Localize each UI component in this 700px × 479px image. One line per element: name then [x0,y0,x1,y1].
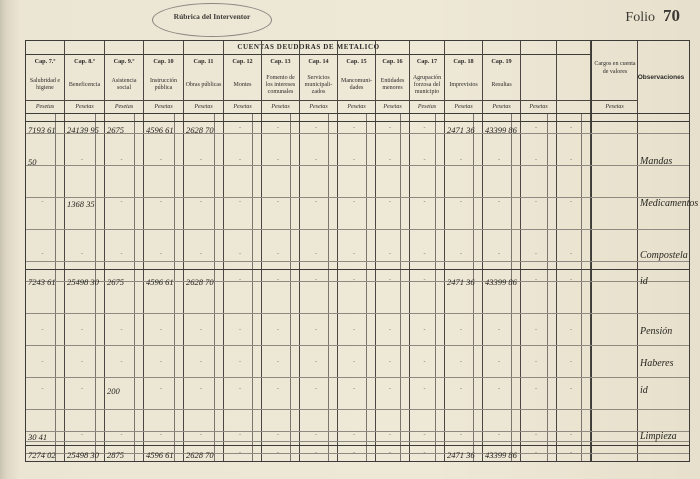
empty-cell-mark: - [498,199,500,205]
empty-cell-mark: - [315,432,317,438]
column-description: Resultas [491,81,512,88]
empty-cell-mark: - [460,327,462,333]
empty-cell-mark: - [353,432,355,438]
ledger-column [376,41,410,461]
ledger-amount: 30 41 [28,432,48,442]
empty-cell-mark: - [535,450,537,456]
ledger-column [105,41,144,461]
row-rule [26,345,689,346]
empty-cell-mark: - [423,277,426,283]
ledger-amount: 1368 35 [67,199,95,209]
row-rule [26,121,689,122]
empty-cell-mark: - [81,327,83,333]
empty-cell-mark: - [389,157,391,163]
empty-cell-mark: - [570,386,572,392]
ledger-column [557,41,591,461]
row-rule [26,197,689,198]
empty-cell-mark: - [160,251,162,257]
empty-cell-mark: - [160,386,162,392]
column-description: Imprevistos [449,81,478,88]
column-description: Asistencia social [111,78,137,91]
row-rule [26,261,689,262]
empty-cell-mark: - [120,157,123,163]
empty-cell-mark: - [423,359,426,365]
empty-cell-mark: - [239,125,241,131]
empty-cell-mark: - [389,251,391,257]
empty-cell-mark: - [239,327,241,333]
empty-cell-mark: - [200,251,202,257]
empty-cell-mark: - [239,199,241,205]
column-description: Beneficencia [68,81,101,88]
empty-cell-mark: - [239,277,241,283]
observaciones-title: Observaciones [637,74,685,81]
ledger-amount: 2628 70 [186,277,214,287]
row-rule [26,133,689,134]
column-description: Entidades menores [380,78,405,91]
empty-cell-mark: - [423,125,426,131]
empty-cell-mark: - [239,432,241,438]
column-cap-label: Cap. 14 [308,58,329,65]
empty-cell-mark: - [535,125,537,131]
empty-cell-mark: - [535,251,537,257]
empty-cell-mark: - [41,327,44,333]
column-cap-label: Cap. 17 [416,58,438,65]
empty-cell-mark: - [239,157,241,163]
empty-cell-mark: - [535,359,537,365]
ledger-column [184,41,224,461]
empty-cell-mark: - [498,251,500,257]
row-rule [26,453,689,454]
ledger-amount: 7193 61 [28,125,56,135]
section-title: CUENTAS DEUDORAS DE METALICO [26,41,591,55]
empty-cell-mark: - [277,125,279,131]
empty-cell-mark: - [389,359,391,365]
empty-cell-mark: - [120,251,123,257]
empty-cell-mark: - [570,432,572,438]
column-cap-label: Cap. 8.º [74,58,95,65]
empty-cell-mark: - [389,199,391,205]
empty-cell-mark: - [460,199,462,205]
empty-cell-mark: - [315,199,317,205]
empty-cell-mark: - [200,359,202,365]
empty-cell-mark: - [389,432,391,438]
empty-cell-mark: - [200,199,202,205]
ledger-column [144,41,184,461]
column-description: Obras públicas [185,81,222,88]
column-cap-label: Cap. 10 [153,58,174,65]
empty-cell-mark: - [353,199,355,205]
empty-cell-mark: - [570,125,572,131]
empty-cell-mark: - [200,432,202,438]
empty-cell-mark: - [570,251,572,257]
column-description: Agrupación forzosa del municipio [412,74,442,95]
empty-cell-mark: - [353,450,355,456]
empty-cell-mark: - [200,157,202,163]
empty-cell-mark: - [160,359,162,365]
ledger-amount: 43399 86 [485,277,517,287]
empty-cell-mark: - [423,432,426,438]
column-description: Instrucción pública [150,78,177,91]
ledger-amount: 2875 [107,450,124,460]
ledger-amount: 2628 70 [186,450,214,460]
ledger-column [410,41,445,461]
folio-number: 70 [663,6,680,25]
empty-cell-mark: - [239,450,241,456]
interventor-seal [152,3,272,37]
empty-cell-mark: - [535,277,537,283]
empty-cell-mark: - [239,359,241,365]
column-description [558,71,589,99]
ledger-column [483,41,521,461]
ledger-amount: 4596 61 [146,450,174,460]
empty-cell-mark: - [535,199,537,205]
column-unit: Pesetas [300,100,337,114]
empty-cell-mark: - [423,251,426,257]
empty-cell-mark: - [460,432,462,438]
row-rule [26,165,689,166]
ledger-amount: 50 [28,157,37,167]
empty-cell-mark: - [389,327,391,333]
ledger-amount: 2471 36 [447,450,475,460]
ledger-amount: 4596 61 [146,277,174,287]
empty-cell-mark: - [353,327,355,333]
empty-cell-mark: - [315,125,317,131]
empty-cell-mark: - [81,157,83,163]
empty-cell-mark: - [353,359,355,365]
empty-cell-mark: - [389,125,391,131]
ledger-amount: 2675 [107,125,124,135]
column-unit: Pesetas [65,100,104,114]
empty-cell-mark: - [277,199,279,205]
column-unit [557,100,590,114]
page-header [0,0,700,40]
column-description: Mancomuni-dades [341,78,372,91]
row-rule [26,113,689,114]
empty-cell-mark: - [423,199,426,205]
empty-cell-mark: - [353,277,355,283]
empty-cell-mark: - [389,386,391,392]
empty-cell-mark: - [41,199,44,205]
empty-cell-mark: - [200,386,202,392]
empty-cell-mark: - [160,327,162,333]
column-unit: Pesetas [262,100,299,114]
empty-cell-mark: - [81,251,83,257]
empty-cell-mark: - [570,327,572,333]
empty-cell-mark: - [200,327,202,333]
empty-cell-mark: - [277,157,279,163]
empty-cell-mark: - [277,277,279,283]
empty-cell-mark: - [498,157,500,163]
observation-note: Compostela [640,250,688,261]
column-cap-label: Cap. 16 [382,58,403,65]
empty-cell-mark: - [389,450,391,456]
column-description: Fomento de los intereses comunales [265,74,296,95]
column-cap-label: Cap. 13 [270,58,291,65]
empty-cell-mark: - [41,251,44,257]
empty-cell-mark: - [81,432,83,438]
ledger-amount: 24139 95 [67,125,99,135]
empty-cell-mark: - [423,327,426,333]
empty-cell-mark: - [353,157,355,163]
column-cap-label: Cap. 19 [491,58,512,65]
ledger-amount: 2471 36 [447,125,475,135]
empty-cell-mark: - [315,157,317,163]
ledger-column [262,41,300,461]
empty-cell-mark: - [570,157,572,163]
column-description: Servicios municipali-zados [304,74,333,95]
cargos-title: Cargos en cuenta de valores [594,61,636,75]
empty-cell-mark: - [277,450,279,456]
empty-cell-mark: - [315,327,317,333]
empty-cell-mark: - [277,386,279,392]
ledger-amount: 200 [107,386,120,396]
empty-cell-mark: - [460,359,462,365]
ledger-table [25,40,699,462]
empty-cell-mark: - [389,277,391,283]
empty-cell-mark: - [353,251,355,257]
ledger-column [521,41,557,461]
column-unit: Pesetas [26,100,64,114]
row-rule [26,281,689,282]
empty-cell-mark: - [353,125,355,131]
empty-cell-mark: - [460,251,462,257]
column-unit: Pesetas [376,100,409,114]
observation-note: id [640,276,648,287]
column-unit: Pesetas [445,100,482,114]
column-cap-label: Cap. 7.º [34,58,56,65]
ledger-column [26,41,65,461]
empty-cell-mark: - [535,157,537,163]
empty-cell-mark: - [570,359,572,365]
empty-cell-mark: - [498,386,500,392]
observation-note: Medicamentos [640,198,699,209]
empty-cell-mark: - [423,386,426,392]
empty-cell-mark: - [239,386,241,392]
ledger-amount: 25498 30 [67,277,99,287]
column-unit: Pesetas [184,100,223,114]
row-rule [26,409,689,410]
column-cap-label: Cap. 11 [193,58,214,65]
column-cap-label: Cap. 12 [232,58,253,65]
empty-cell-mark: - [423,157,426,163]
empty-cell-mark: - [353,386,355,392]
empty-cell-mark: - [535,386,537,392]
folio-label: Folio [625,10,655,25]
empty-cell-mark: - [315,386,317,392]
empty-cell-mark: - [498,432,500,438]
empty-cell-mark: - [315,359,317,365]
empty-cell-mark: - [315,450,317,456]
empty-cell-mark: - [41,359,44,365]
row-rule [26,229,689,230]
ledger-amount: 4596 61 [146,125,174,135]
empty-cell-mark: - [277,359,279,365]
empty-cell-mark: - [570,277,572,283]
empty-cell-mark: - [120,359,123,365]
observation-note: Haberes [640,358,674,369]
ledger-amount: 2675 [107,277,124,287]
ledger-column [65,41,105,461]
empty-cell-mark: - [315,277,317,283]
empty-cell-mark: - [277,432,279,438]
empty-cell-mark: - [423,450,426,456]
column-unit: Pesetas [521,100,556,114]
empty-cell-mark: - [277,251,279,257]
empty-cell-mark: - [120,327,123,333]
column-unit: Pesetas [224,100,261,114]
ledger-column [338,41,376,461]
row-rule [26,445,689,446]
empty-cell-mark: - [460,386,462,392]
ledger-amount: 7243 61 [28,277,56,287]
empty-cell-mark: - [535,327,537,333]
column-description [522,71,555,99]
column-cap-label: Cap. 9.º [113,58,135,65]
observation-note: Mandas [640,156,673,167]
ledger-amount: 43399 86 [485,125,517,135]
empty-cell-mark: - [239,251,241,257]
row-rule [26,431,689,432]
cargos-unit: Pesetas [592,100,637,114]
ledger-amount: 25498 30 [67,450,99,460]
row-rule [26,269,689,270]
ledger-column [300,41,338,461]
seal-text: Rúbrica del Interventor [173,12,251,21]
empty-cell-mark: - [570,450,572,456]
column-unit: Pesetas [105,100,143,114]
empty-cell-mark: - [120,199,123,205]
empty-cell-mark: - [160,157,162,163]
empty-cell-mark: - [315,251,317,257]
empty-cell-mark: - [120,432,123,438]
empty-cell-mark: - [498,359,500,365]
empty-cell-mark: - [160,199,162,205]
row-rule [26,377,689,378]
empty-cell-mark: - [535,432,537,438]
ledger-column [445,41,483,461]
column-description: Salubridad e higiene [29,78,61,91]
column-unit: Pesetas [410,100,444,114]
cargos-column [591,41,638,461]
ledger-amount: 7274 02 [28,450,56,460]
empty-cell-mark: - [81,386,83,392]
column-unit: Pesetas [338,100,375,114]
row-rule [26,441,689,442]
empty-cell-mark: - [81,359,83,365]
ledger-column [224,41,262,461]
observation-note: Pensión [640,326,673,337]
column-cap-label: Cap. 18 [453,58,474,65]
column-unit: Pesetas [144,100,183,114]
empty-cell-mark: - [460,157,462,163]
empty-cell-mark: - [498,327,500,333]
column-cap-label: Cap. 15 [346,58,367,65]
ledger-amount: 2471 36 [447,277,475,287]
ledger-amount: 43399 86 [485,450,517,460]
empty-cell-mark: - [160,432,162,438]
ledger-amount: 2628 70 [186,125,214,135]
empty-cell-mark: - [570,199,572,205]
empty-cell-mark: - [41,386,44,392]
row-rule [26,313,689,314]
column-description: Montes [233,81,252,88]
column-unit: Pesetas [483,100,520,114]
observation-note: Limpieza [640,431,677,442]
observation-note: id [640,385,648,396]
empty-cell-mark: - [277,327,279,333]
folio [625,6,680,26]
